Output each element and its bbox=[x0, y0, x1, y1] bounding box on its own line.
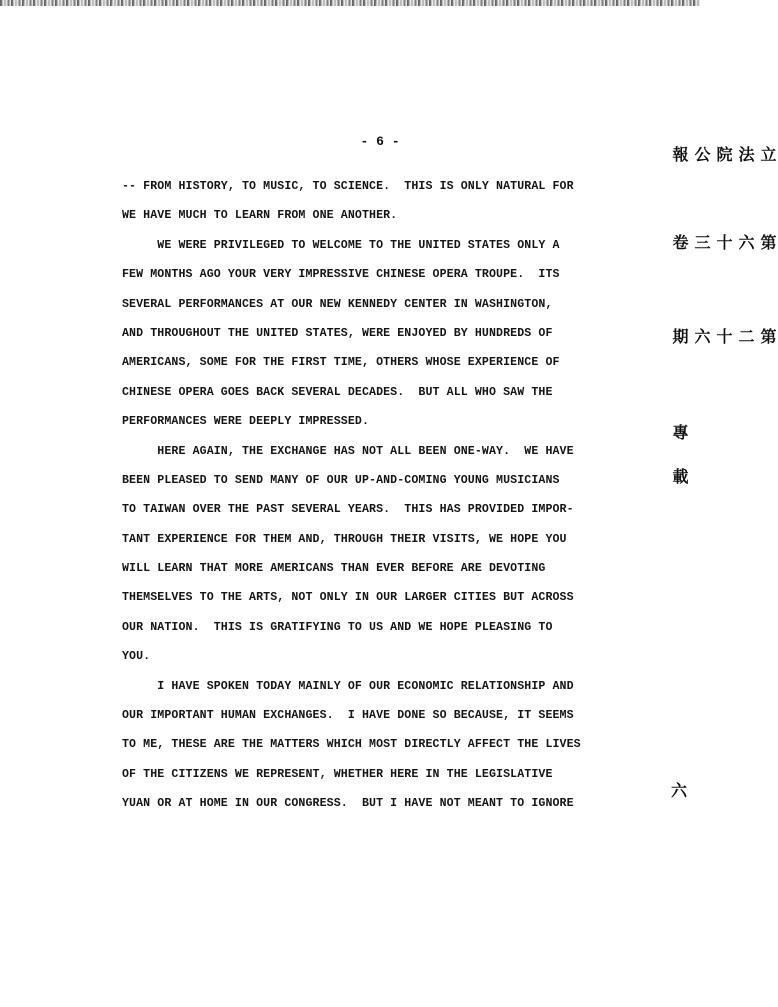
text-line: YOU. bbox=[122, 650, 151, 664]
text-line: TO TAIWAN OVER THE PAST SEVERAL YEARS. THIS HAS PROVIDED IMPOR- bbox=[122, 503, 574, 517]
section-label-1: 專 bbox=[670, 424, 689, 440]
text-line: TO ME, THESE ARE THE MATTERS WHICH MOST DIRECTLY AFFECT THE LIVES bbox=[122, 738, 581, 752]
scan-edge-artifact bbox=[0, 0, 700, 6]
text-line: SEVERAL PERFORMANCES AT OUR NEW KENNEDY CENTER IN WASHINGTON, bbox=[122, 297, 553, 311]
page-number: - 6 - bbox=[360, 134, 400, 149]
text-line: PERFORMANCES WERE DEEPLY IMPRESSED. bbox=[122, 415, 370, 429]
text-line: OUR NATION. THIS IS GRATIFYING TO US AND WE HOPE PLEASING TO bbox=[122, 620, 553, 634]
text-line: AND THROUGHOUT THE UNITED STATES, WERE ENJOYED BY HUNDREDS OF bbox=[122, 326, 553, 340]
text-line: BEEN PLEASED TO SEND MANY OF OUR UP-AND-COMING YOUNG MUSICIANS bbox=[122, 473, 560, 487]
volume-label: 第六十三卷 bbox=[670, 234, 777, 250]
text-line: TANT EXPERIENCE FOR THEM AND, THROUGH THEIR VISITS, WE HOPE YOU bbox=[122, 532, 567, 546]
section-label-2: 載 bbox=[670, 468, 689, 484]
text-line: WILL LEARN THAT MORE AMERICANS THAN EVER BEFORE ARE DEVOTING bbox=[122, 562, 546, 576]
issue-label: 第二十六期 bbox=[670, 328, 777, 344]
text-line: WE WERE PRIVILEGED TO WELCOME TO THE UNITED STATES ONLY A bbox=[122, 238, 560, 252]
text-line: AMERICANS, SOME FOR THE FIRST TIME, OTHERS WHOSE EXPERIENCE OF bbox=[122, 356, 560, 370]
text-line: WE HAVE MUCH TO LEARN FROM ONE ANOTHER. bbox=[122, 209, 398, 223]
text-line: OUR IMPORTANT HUMAN EXCHANGES. I HAVE DONE SO BECAUSE, IT SEEMS bbox=[122, 709, 574, 723]
text-line: I HAVE SPOKEN TODAY MAINLY OF OUR ECONOMIC RELATIONSHIP AND bbox=[122, 679, 574, 693]
text-line: OF THE CITIZENS WE REPRESENT, WHETHER HERE IN THE LEGISLATIVE bbox=[122, 767, 553, 781]
text-line: -- FROM HISTORY, TO MUSIC, TO SCIENCE. THIS IS ONLY NATURAL FOR bbox=[122, 180, 574, 193]
text-line: FEW MONTHS AGO YOUR VERY IMPRESSIVE CHINESE OPERA TROUPE. ITS bbox=[122, 268, 560, 282]
text-line: CHINESE OPERA GOES BACK SEVERAL DECADES. BUT ALL WHO SAW THE bbox=[122, 385, 553, 399]
text-line: HERE AGAIN, THE EXCHANGE HAS NOT ALL BEEN ONE-WAY. WE HAVE bbox=[122, 444, 574, 458]
publication-title: 立法院公報 bbox=[670, 146, 777, 162]
margin-page-numeral: 六 bbox=[670, 781, 687, 800]
text-line: THEMSELVES TO THE ARTS, NOT ONLY IN OUR LARGER CITIES BUT ACROSS bbox=[122, 591, 574, 605]
body-text bbox=[122, 172, 642, 819]
text-line: YUAN OR AT HOME IN OUR CONGRESS. BUT I HAVE NOT MEANT TO IGNORE bbox=[122, 797, 574, 811]
